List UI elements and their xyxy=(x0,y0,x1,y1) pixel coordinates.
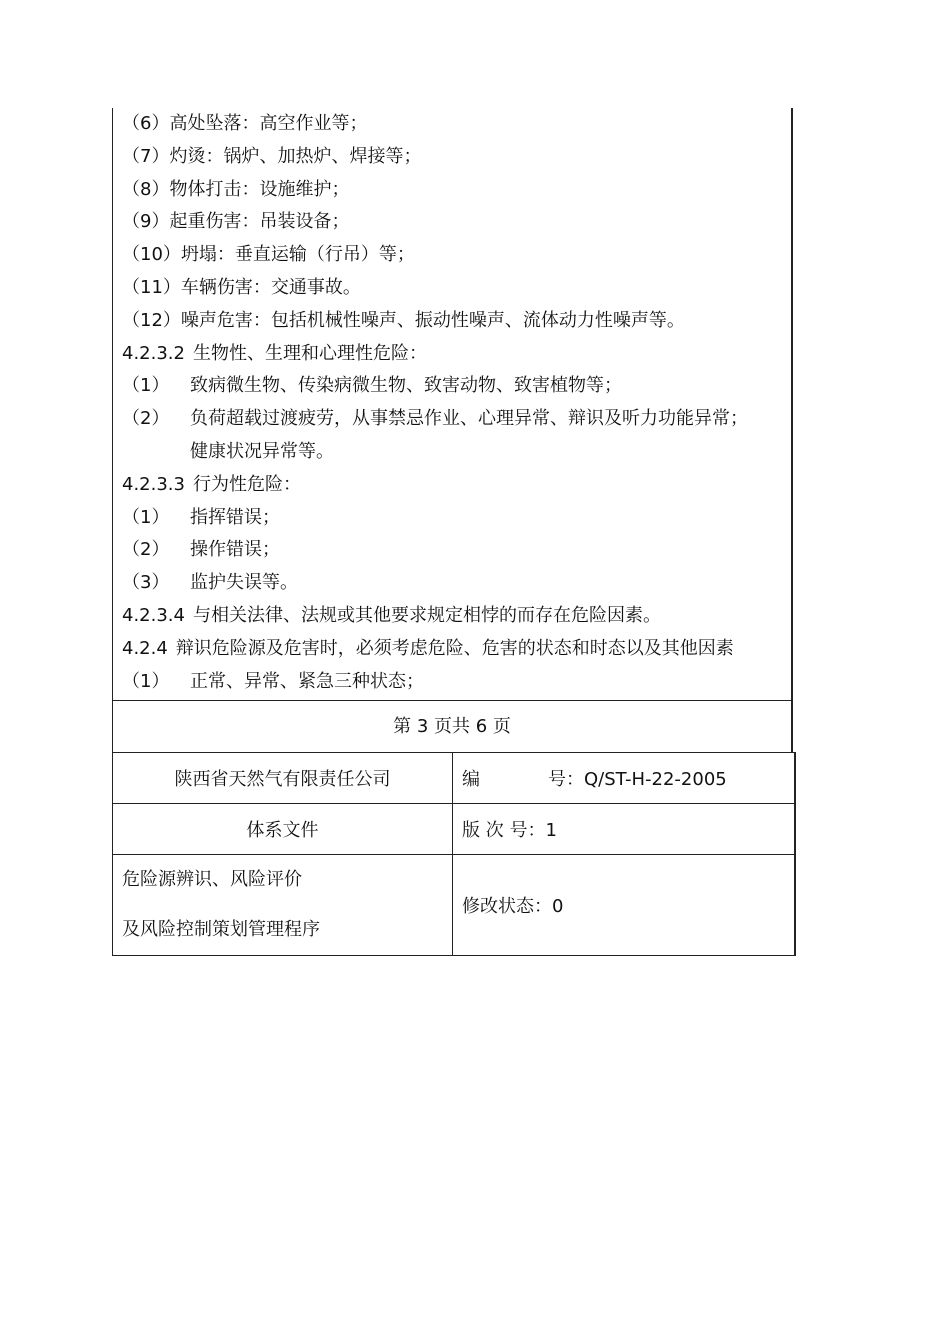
item-text: 生物性、生理和心理性危险： xyxy=(192,342,427,364)
document-body xyxy=(112,108,793,700)
content-line xyxy=(122,436,791,469)
version-number: 版 次 号：1 xyxy=(453,804,795,855)
document-title xyxy=(113,855,453,956)
item-text: 行为性危险： xyxy=(192,473,301,495)
item-text: 健康状况异常等。 xyxy=(190,440,334,462)
item-text: （6）高处坠落：高空作业等； xyxy=(122,113,368,134)
item-number: （1） xyxy=(122,670,170,692)
item-text: 监护失误等。 xyxy=(190,572,298,594)
content-line xyxy=(122,370,791,403)
document-code xyxy=(453,753,795,804)
item-text: 辩识危险源及危害时，必须考虑危险、危害的状态和时态以及其他因素 xyxy=(175,637,734,659)
content-line xyxy=(122,206,791,239)
code-value: 号：Q/ST-H-22-2005 xyxy=(548,769,727,790)
item-text: （8）物体打击：设施维护； xyxy=(122,178,350,200)
item-number: 4.2.4 xyxy=(122,637,168,659)
content-line xyxy=(122,633,791,666)
content-line xyxy=(122,567,791,600)
item-text: 负荷超载过渡疲劳，从事禁忌作业、心理异常、辩识及听力功能异常； xyxy=(190,408,748,430)
item-number: （2） xyxy=(122,539,170,561)
title-line-1: 危险源辨识、风险评价 xyxy=(122,869,302,890)
content-line xyxy=(122,403,791,436)
item-number: （3） xyxy=(122,572,170,594)
item-number: 4.2.3.3 xyxy=(122,473,185,495)
code-label: 编 xyxy=(462,769,480,790)
content-line xyxy=(122,534,791,567)
item-number: （1） xyxy=(122,506,170,528)
document-type: 体系文件 xyxy=(113,804,453,855)
item-text: 正常、异常、紧急三种状态； xyxy=(190,670,424,692)
item-number: 4.2.3.2 xyxy=(122,342,185,364)
document-page xyxy=(112,108,793,956)
content-line xyxy=(122,141,791,174)
content-line xyxy=(122,239,791,272)
item-text: （11）车辆伤害：交通事故。 xyxy=(122,276,361,298)
item-number: （1） xyxy=(122,375,170,397)
page-number: 第 3 页共 6 页 xyxy=(112,700,793,752)
content-line xyxy=(122,305,791,338)
item-number: 4.2.3.4 xyxy=(122,604,185,626)
content-line xyxy=(122,600,791,633)
content-line xyxy=(122,338,791,371)
content-line xyxy=(122,502,791,535)
item-text: 操作错误； xyxy=(190,539,280,561)
item-text: 指挥错误； xyxy=(190,506,280,528)
content-line xyxy=(122,272,791,305)
item-number: （2） xyxy=(122,408,170,430)
company-name: 陕西省天然气有限责任公司 xyxy=(113,753,453,804)
content-line xyxy=(122,108,791,141)
content-line xyxy=(122,666,791,699)
item-text: 致病微生物、传染病微生物、致害动物、致害植物等； xyxy=(190,375,622,397)
item-text: （9）起重伤害：吊装设备； xyxy=(122,211,350,233)
item-text: （7）灼烫：锅炉、加热炉、焊接等； xyxy=(122,145,422,167)
title-line-2: 及风险控制策划管理程序 xyxy=(122,919,320,940)
content-line xyxy=(122,469,791,502)
item-text: （12）噪声危害：包括机械性噪声、振动性噪声、流体动力性噪声等。 xyxy=(122,309,685,331)
document-footer-table xyxy=(112,752,796,956)
content-line xyxy=(122,174,791,207)
item-text: （10）坍塌：垂直运输（行吊）等； xyxy=(122,244,415,266)
revision-status: 修改状态：0 xyxy=(453,855,795,956)
item-text: 与相关法律、法规或其他要求规定相悖的而存在危险因素。 xyxy=(192,604,661,626)
